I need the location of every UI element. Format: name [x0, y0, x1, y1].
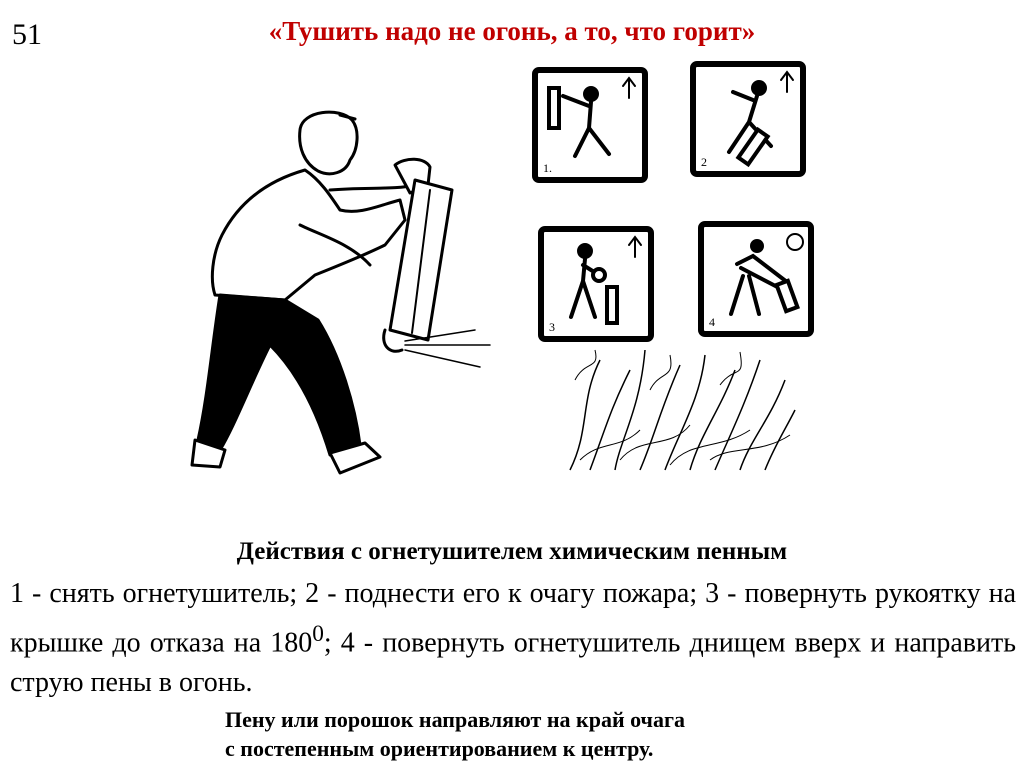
step-3-number: 3 [549, 320, 555, 334]
step-4-number: 4 [709, 315, 715, 329]
slide-title: «Тушить надо не огонь, а то, что горит» [268, 16, 756, 46]
step-2-number: 2 [701, 155, 707, 169]
step-4-pictogram [697, 220, 815, 338]
step-1-number: 1. [543, 161, 552, 175]
description-text [10, 574, 1016, 703]
page-number: 51 [12, 18, 42, 51]
step-1-pictogram [531, 66, 649, 184]
degree-superscript: 0 [312, 621, 324, 647]
man-with-extinguisher-illustration [190, 105, 500, 477]
step-2-pictogram [689, 60, 807, 178]
note-line-1: Пену или порошок направляют на край очага [225, 707, 685, 732]
step-3-pictogram [537, 225, 655, 343]
figure-caption: Действия с огнетушителем химическим пенным [236, 538, 788, 565]
description-part-2: ; 4 - повернуть огнетушитель днищем вверх и направить струю пены в огонь. [10, 627, 1016, 699]
note [225, 705, 685, 763]
step-pictograms [525, 60, 825, 360]
description-part-1: 1 - снять огнетушитель; 2 - поднести его к очагу пожара; 3 - повернуть рукоятку на крышке до отказа на 180 [10, 578, 1016, 659]
note-line-2: с постепенным ориентированием к центру. [225, 736, 654, 761]
burning-grass-illustration [560, 340, 800, 475]
